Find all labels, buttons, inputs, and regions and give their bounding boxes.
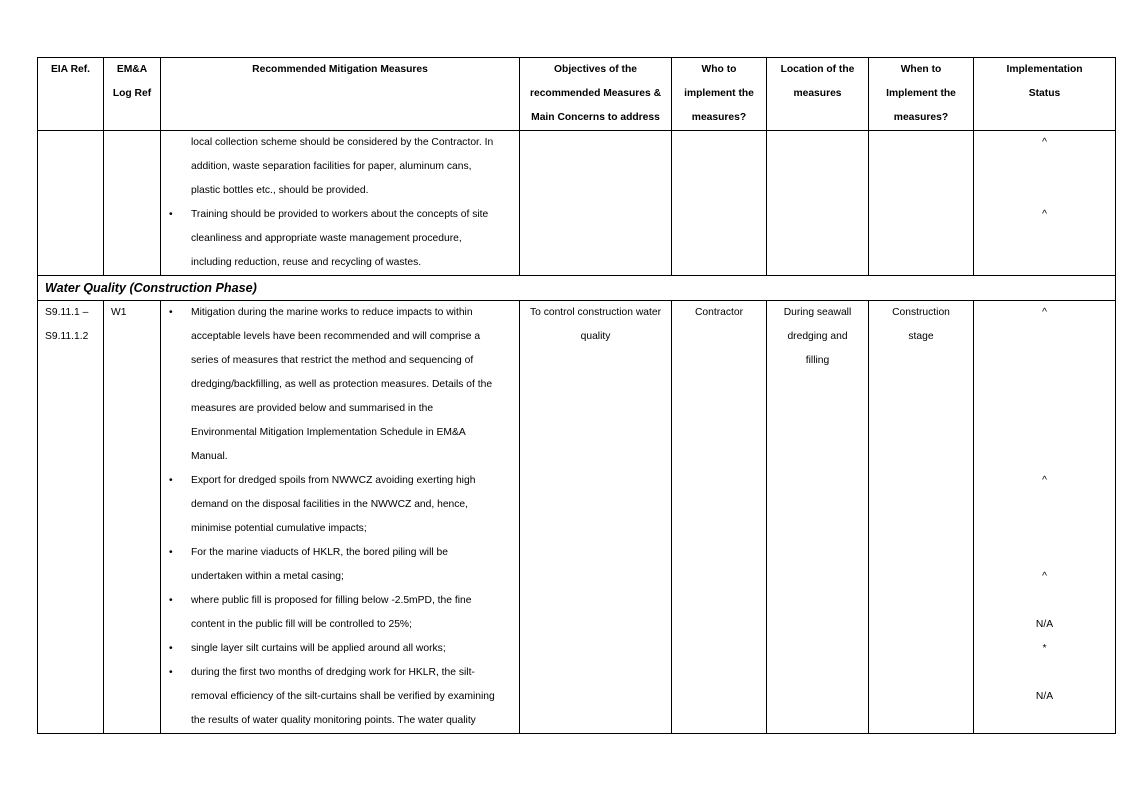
measure-text: series of measures that restrict the method and sequencing of: [191, 355, 474, 366]
measure-text: local collection scheme should be considered by the Contractor. In: [191, 137, 494, 148]
measure-text: Environmental Mitigation Implementation Schedule in EM&A: [191, 427, 466, 438]
status-value: [974, 493, 1115, 517]
measure-line: [161, 685, 519, 709]
cell-when: [869, 301, 974, 734]
measure-text: Training should be provided to workers about the concepts of site: [191, 209, 489, 220]
cell-when: [869, 131, 974, 276]
status-value: [974, 373, 1115, 397]
measure-text: where public fill is proposed for filling below -2.5mPD, the fine: [191, 595, 472, 606]
measure-text: Export for dredged spoils from NWWCZ avoiding exerting high: [191, 475, 476, 486]
header-status: Implementation Status: [974, 58, 1116, 131]
measure-text: cleanliness and appropriate waste management procedure,: [191, 233, 462, 244]
header-ema-log-ref: EM&A Log Ref: [104, 58, 161, 131]
measure-line: [161, 493, 519, 517]
measure-text: minimise potential cumulative impacts;: [191, 523, 367, 534]
measure-text: content in the public fill will be controlled to 25%;: [191, 619, 412, 630]
measure-line: [161, 373, 519, 397]
location-line: dredging and: [787, 331, 848, 342]
bullet-marker: •: [169, 547, 173, 558]
status-value: [974, 251, 1115, 275]
measure-line: [161, 517, 519, 541]
status-value: [974, 589, 1115, 613]
measure-text: during the first two months of dredging work for HKLR, the silt-: [191, 667, 475, 678]
cell-measures: [161, 131, 520, 276]
when-line: Construction: [892, 307, 950, 318]
status-value: [974, 541, 1115, 565]
measure-line: [161, 179, 519, 203]
status-value: [974, 709, 1115, 733]
header-objectives: Objectives of the recommended Measures & Main Concerns to address: [520, 58, 672, 131]
measure-line: [161, 613, 519, 637]
measure-line: [161, 469, 519, 493]
measure-line: [161, 589, 519, 613]
measure-line: [161, 709, 519, 733]
measure-line: [161, 131, 519, 155]
measure-line: [161, 301, 519, 325]
objective-line: To control construction water: [529, 307, 662, 318]
bullet-marker: •: [169, 643, 173, 654]
status-value: [974, 421, 1115, 445]
header-measures: Recommended Mitigation Measures: [161, 58, 520, 131]
cell-location: [767, 301, 869, 734]
header-eia-ref: EIA Ref.: [38, 58, 104, 131]
bullet-marker: •: [169, 307, 173, 318]
cell-eia-ref: [38, 301, 104, 734]
section-title: Water Quality (Construction Phase): [45, 281, 257, 295]
section-heading: [38, 276, 1116, 301]
status-value: [974, 397, 1115, 421]
water-quality-row: [38, 301, 1116, 734]
location-line: filling: [805, 355, 830, 366]
status-value: [974, 155, 1115, 179]
measure-line: [161, 565, 519, 589]
measure-line: [161, 251, 519, 275]
status-value: ^: [1042, 307, 1047, 318]
bullet-marker: •: [169, 209, 173, 220]
status-value: N/A: [1035, 619, 1054, 630]
measure-text: plastic bottles etc., should be provided.: [191, 185, 369, 196]
measure-text: the results of water quality monitoring points. The water quality: [191, 715, 476, 726]
measure-line: [161, 325, 519, 349]
measure-text: including reduction, reuse and recycling of wastes.: [191, 257, 422, 268]
eia-ref-line: S9.11.1 –: [45, 307, 89, 318]
measure-text: For the marine viaducts of HKLR, the bored piling will be: [191, 547, 448, 558]
objective-line: quality: [580, 331, 611, 342]
status-value: ^: [1042, 571, 1047, 582]
measure-text: addition, waste separation facilities for paper, aluminum cans,: [191, 161, 472, 172]
status-value: ^: [1042, 137, 1047, 148]
measure-line: [161, 227, 519, 251]
measure-text: removal efficiency of the silt-curtains shall be verified by examining: [191, 691, 495, 702]
header-who: Who to implement the measures?: [672, 58, 767, 131]
status-value: N/A: [1035, 691, 1054, 702]
cell-location: [767, 131, 869, 276]
who-value: Contractor: [694, 307, 744, 318]
measure-text: dredging/backfilling, as well as protection measures. Details of the: [191, 379, 493, 390]
bullet-marker: •: [169, 667, 173, 678]
status-value: [974, 325, 1115, 349]
eia-ref-line: S9.11.1.2: [45, 331, 89, 342]
status-value: [974, 661, 1115, 685]
status-value: *: [1042, 643, 1047, 654]
measure-text: undertaken within a metal casing;: [191, 571, 344, 582]
cell-eia-ref: [38, 131, 104, 276]
cell-who: [672, 131, 767, 276]
status-value: [974, 179, 1115, 203]
header-when: When to Implement the measures?: [869, 58, 974, 131]
cell-measures: [161, 301, 520, 734]
status-value: ^: [1042, 475, 1047, 486]
measure-line: [161, 541, 519, 565]
measure-line: [161, 203, 519, 227]
mitigation-measures-table: [37, 57, 1116, 734]
measure-text: demand on the disposal facilities in the NWWCZ and, hence,: [191, 499, 469, 510]
measure-line: [161, 155, 519, 179]
measure-line: [161, 421, 519, 445]
measure-line: [161, 349, 519, 373]
continued-row: [38, 131, 1116, 276]
measure-line: [161, 397, 519, 421]
status-value: [974, 517, 1115, 541]
measure-line: [161, 637, 519, 661]
bullet-marker: •: [169, 595, 173, 606]
measure-line: [161, 445, 519, 469]
cell-objectives: [520, 301, 672, 734]
cell-objectives: [520, 131, 672, 276]
cell-log-ref: [104, 301, 161, 734]
section-row: [38, 276, 1116, 301]
measure-text: acceptable levels have been recommended and will comprise a: [191, 331, 481, 342]
cell-who: [672, 301, 767, 734]
cell-status: [974, 301, 1116, 734]
measure-text: measures are provided below and summarised in the: [191, 403, 434, 414]
cell-log-ref: [104, 131, 161, 276]
measure-text: Manual.: [191, 451, 228, 462]
measure-line: [161, 661, 519, 685]
when-line: stage: [908, 331, 934, 342]
location-line: During seawall: [783, 307, 852, 318]
measure-text: single layer silt curtains will be applied around all works;: [191, 643, 446, 654]
status-value: [974, 349, 1115, 373]
bullet-marker: •: [169, 475, 173, 486]
log-ref: W1: [111, 307, 127, 318]
status-value: [974, 445, 1115, 469]
status-value: [974, 227, 1115, 251]
header-row: [38, 58, 1116, 131]
cell-status: [974, 131, 1116, 276]
status-value: ^: [1042, 209, 1047, 220]
header-location: Location of the measures: [767, 58, 869, 131]
measure-text: Mitigation during the marine works to reduce impacts to within: [191, 307, 473, 318]
